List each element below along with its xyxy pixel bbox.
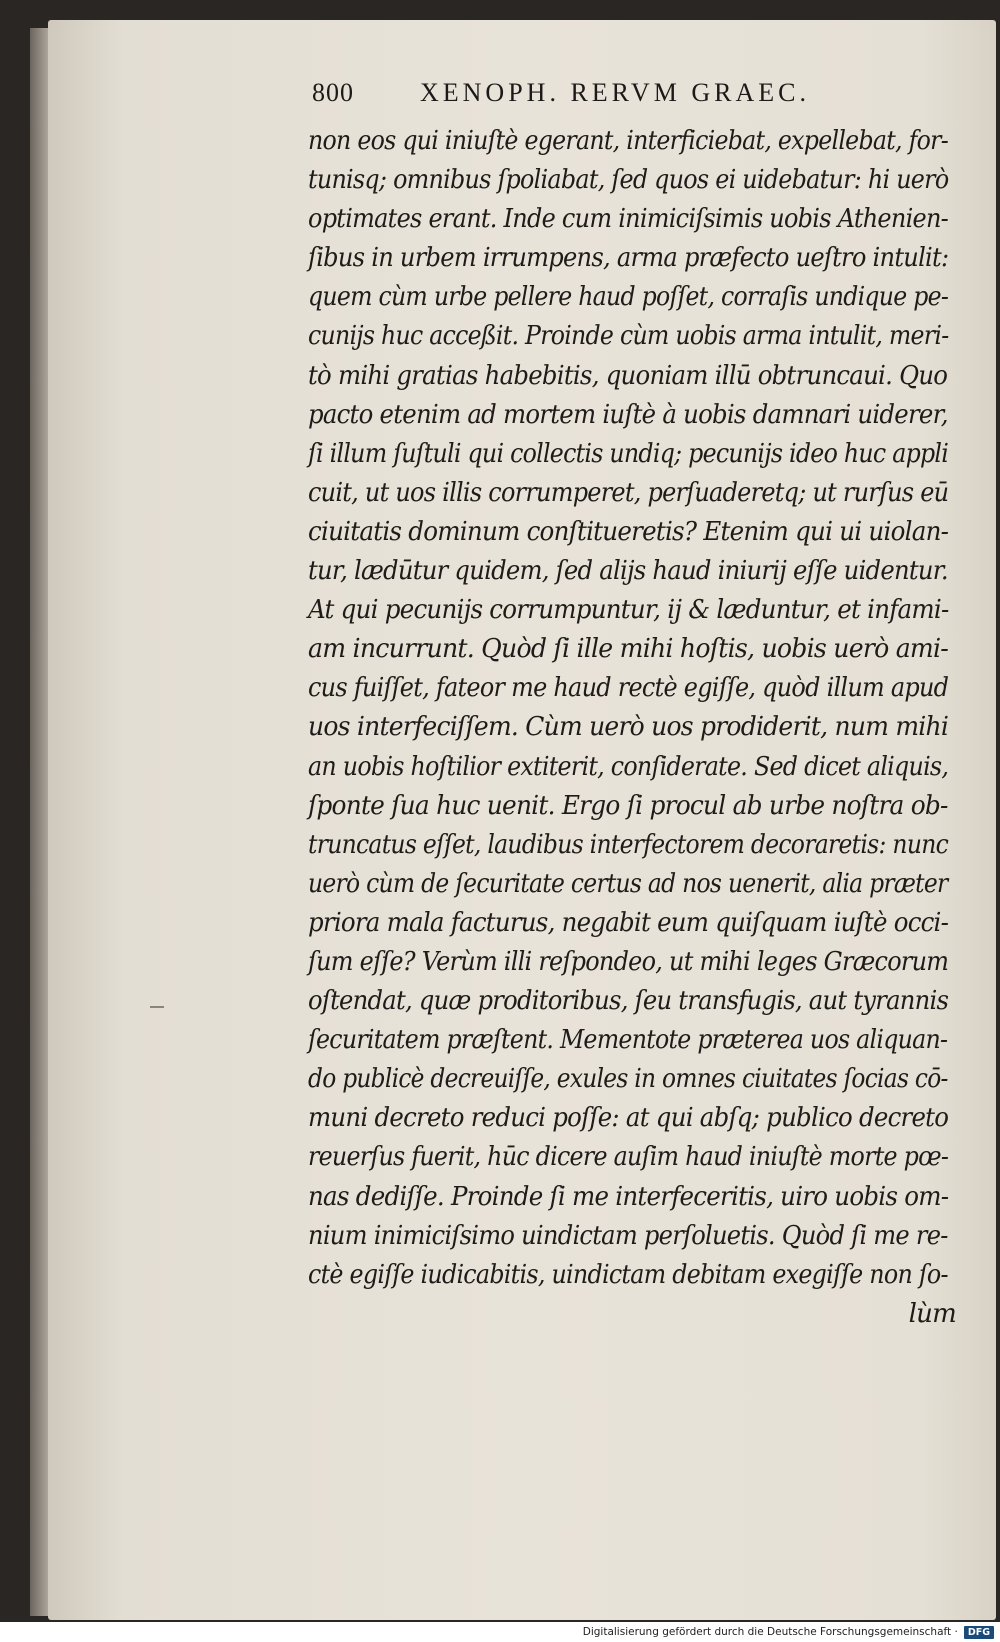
text-line: tur, lædūtur quidem, ſed alijs haud iniurij eſſe uidentur. [308,556,948,587]
text-line: priora mala facturus, negabit eum quiſquam iuſtè occi- [308,907,949,938]
text-line: quem cùm urbe pellere haud poſſet, corraſis undique pe- [308,282,949,313]
text-line: truncatus eſſet, laudibus interfectorem decoraretis: nunc [308,829,949,860]
text-line: do publicè decreuiſſe, exules in omnes ciuitates ſocias cō- [308,1064,948,1095]
funding-credit: Digitalisierung gefördert durch die Deutsche Forschungsgemeinschaft · [582,1626,958,1638]
text-line: cuit, ut uos illis corrumperet, perſuaderetq; ut rurſus eū [308,477,949,508]
text-line: am incurrunt. Quòd ſi ille mihi hoſtis, uobis uerò ami- [308,634,949,665]
text-line: ſi illum ſuſtuli qui collectis undiq; pecunijs ideo huc appli [308,438,949,469]
margin-mark [150,1006,164,1008]
catchword: lùm [908,1298,956,1329]
text-line: tunisq; omnibus ſpoliabat, ſed quos ei uidebatur: hi uerò [308,165,949,196]
text-line: cus fuiſſet, fateor me haud rectè egiſſe, quòd illum apud [308,673,949,704]
page-number: 800 [312,78,354,107]
text-line: an uobis hoſtilior extiterit, conſiderate. Sed dicet aliquis, [308,751,949,782]
text-line: nas dediſſe. Proinde ſi me interfeceritis, uiro uobis om- [308,1181,949,1212]
dfg-logo: DFG [964,1626,994,1639]
text-line: nium inimiciſsimo uindictam perſoluetis. Quòd ſi me re- [308,1220,948,1251]
text-line: oſtendat, quæ proditoribus, ſeu transfugis, aut tyrannis [308,986,949,1017]
footer-bar [0,1622,1000,1642]
text-line: ſecuritatem præſtent. Mementote præterea uos aliquan- [308,1025,948,1056]
text-line: cunijs huc acceßit. Proinde cùm uobis arma intulit, meri- [308,321,949,352]
body-text [308,122,968,1334]
running-title: XENOPH. RERVM GRAEC. [420,78,810,107]
text-line: uerò cùm de ſecuritate certus ad nos uenerit, alia præter [308,868,948,899]
text-line: optimates erant. Inde cum inimiciſsimis uobis Athenien- [308,204,949,235]
text-line: ſibus in urbem irrumpens, arma præfecto ueſtro intulit: [308,243,949,274]
text-line: ſponte ſua huc uenit. Ergo ſi procul ab urbe noſtra ob- [308,790,948,821]
text-line: tò mihi gratias habebitis, quoniam illū obtruncaui. Quo [308,360,948,391]
text-line: pacto etenim ad mortem iuſtè à uobis damnari uiderer, [308,399,948,430]
text-line: uos interfeciſſem. Cùm uerò uos prodiderit, num mihi [308,712,949,743]
text-line: non eos qui iniuſtè egerant, interficiebat, expellebat, for- [308,126,949,156]
text-line: ſum eſſe? Verùm illi reſpondeo, ut mihi leges Græcorum [308,946,949,977]
text-line: At qui pecunijs corrumpuntur, ij & læduntur, et infami- [308,595,949,626]
text-line: reuerſus fuerit, hūc dicere auſim haud iniuſtè morte pœ- [308,1142,949,1173]
running-header [312,78,872,112]
text-line: muni decreto reduci poſſe: at qui abſq; publico decreto [308,1103,949,1134]
text-line: ciuitatis dominum conſtitueretis? Etenim qui ui uiolan- [308,516,949,547]
text-line: ctè egiſſe iudicabitis, uindictam debitam exegiſſe non ſo- [308,1259,948,1290]
